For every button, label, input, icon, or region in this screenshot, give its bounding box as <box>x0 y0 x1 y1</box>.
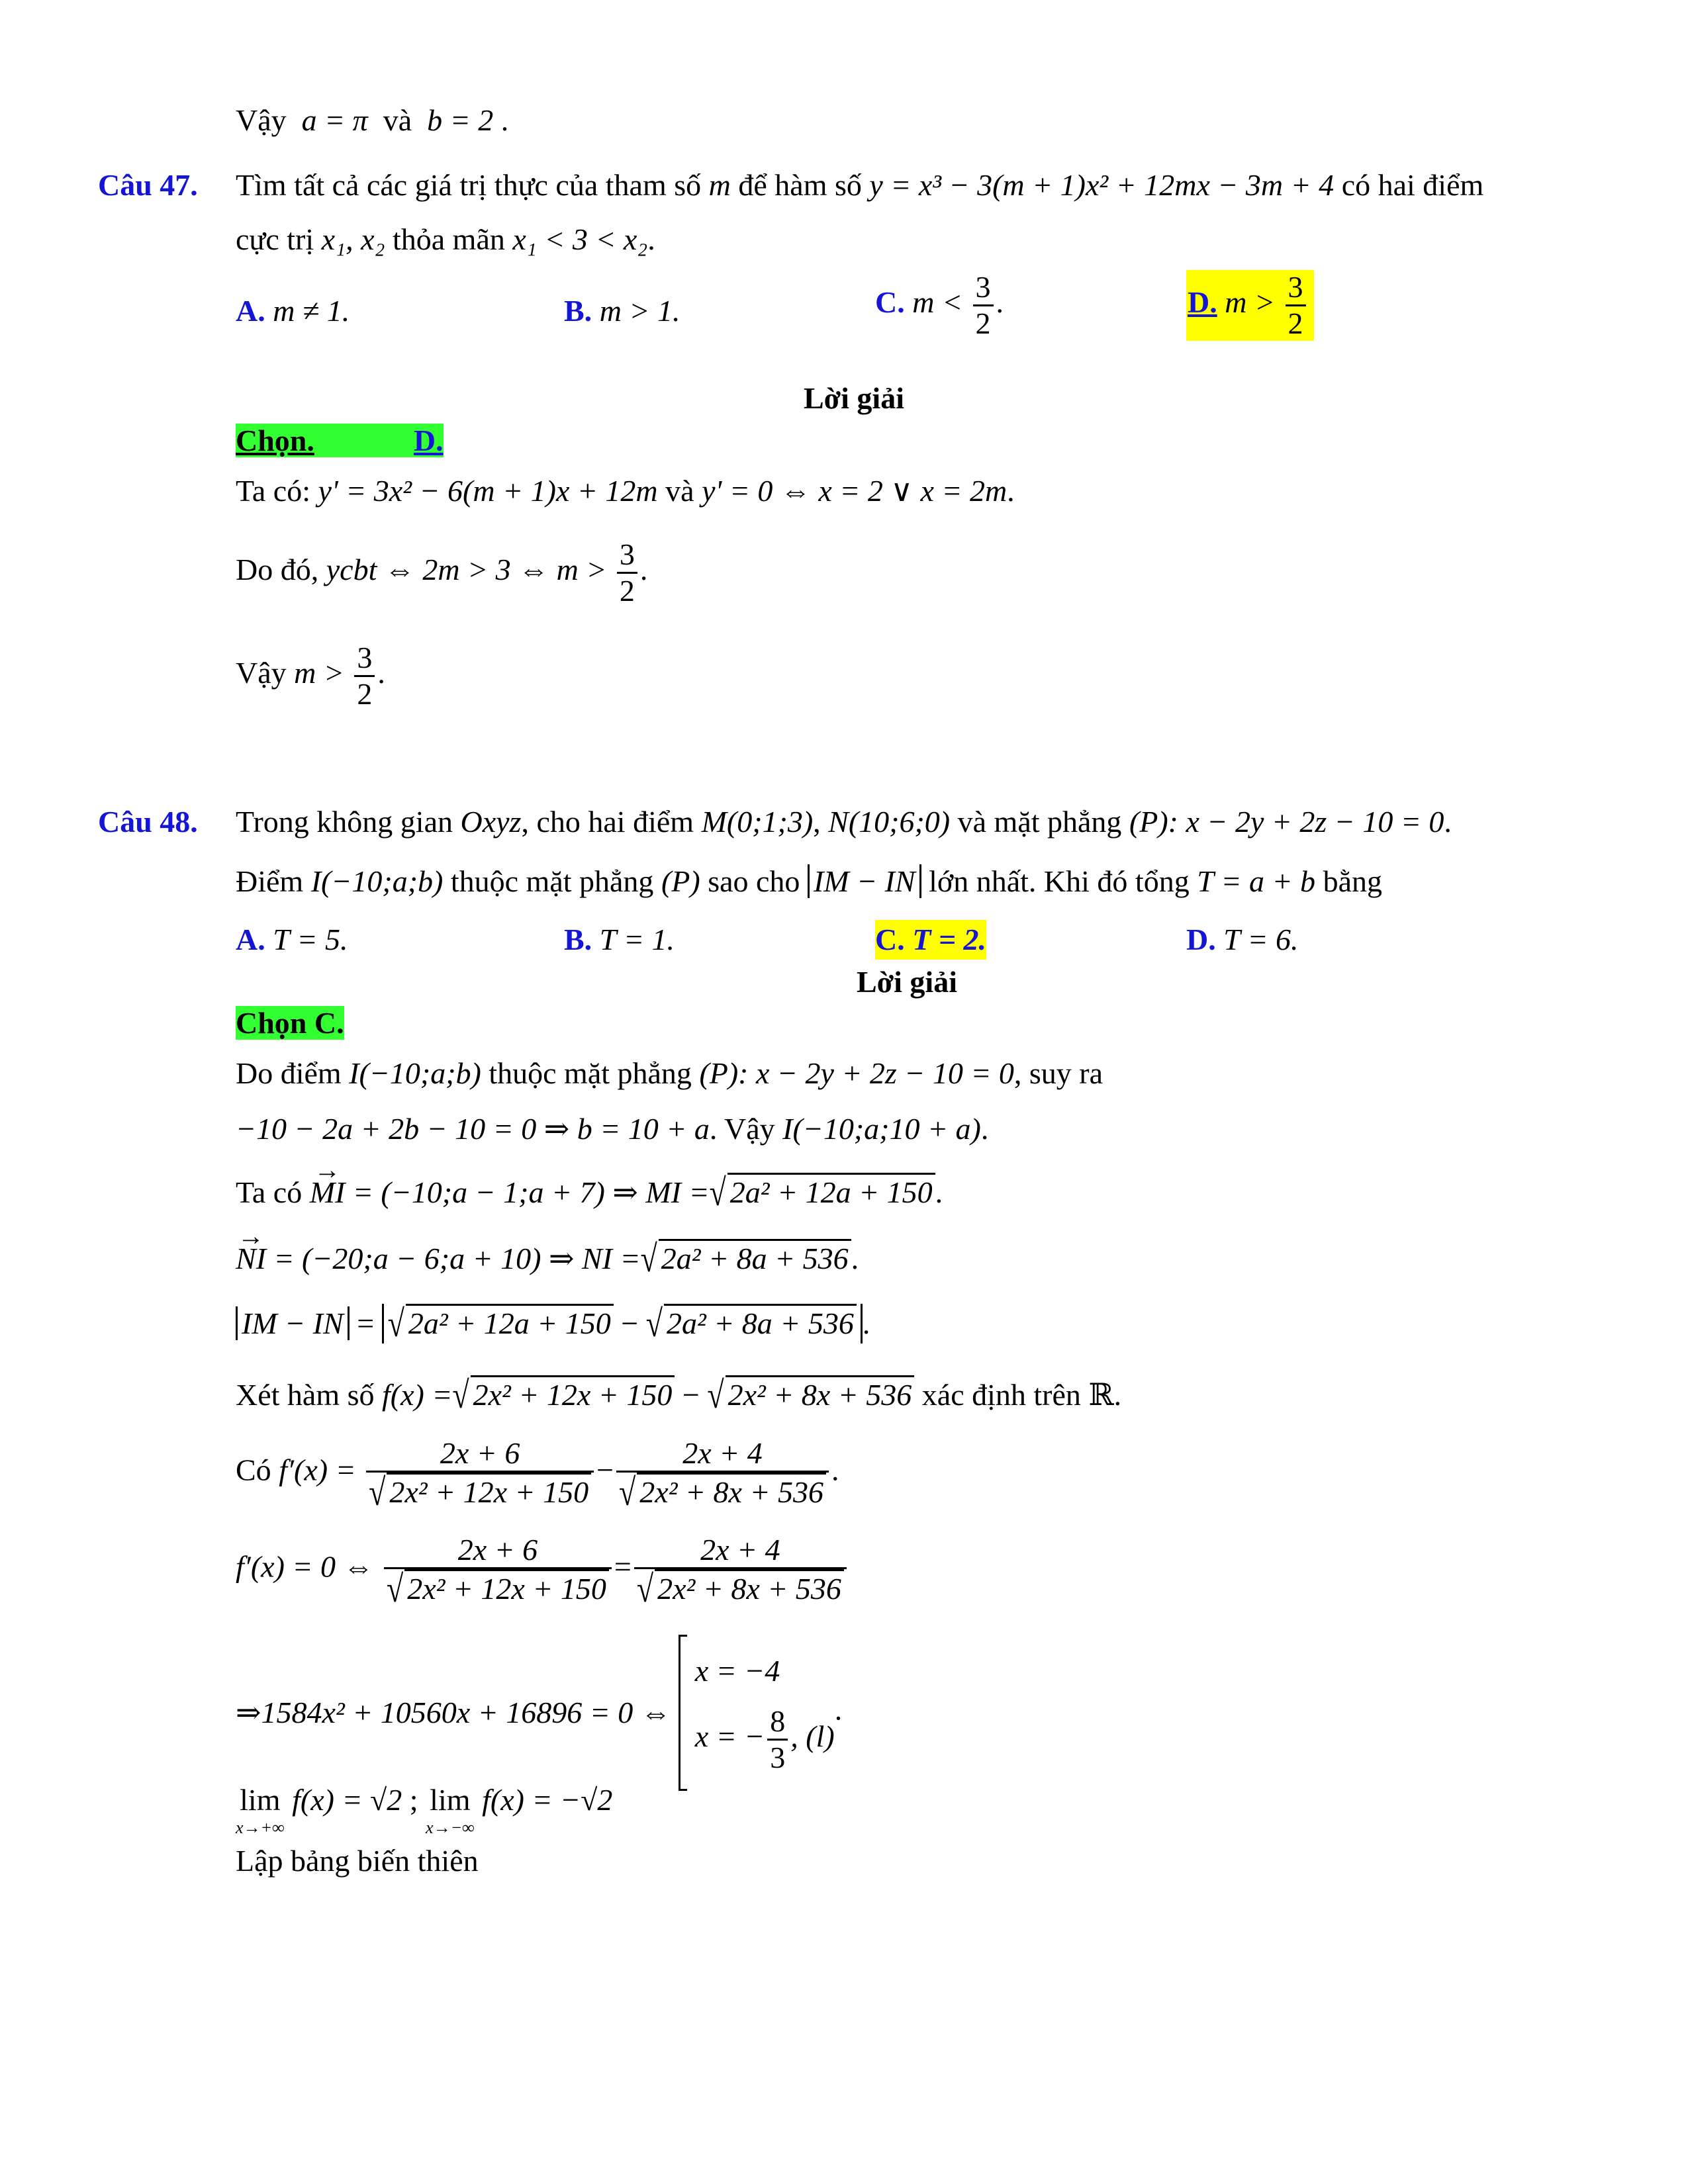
q47-option-d-correct[interactable] <box>1186 270 1314 341</box>
sqrt-sign: √ <box>452 1373 469 1416</box>
sqrt-content: 2x² + 12x + 150 <box>387 1473 591 1510</box>
denominator: 2 <box>357 677 373 711</box>
text: Vậy <box>236 103 287 137</box>
math: b = 2 <box>427 103 494 137</box>
math: f(x) = <box>382 1378 453 1412</box>
text: , suy ra <box>1013 1056 1103 1090</box>
math: f(x) = −√2 <box>482 1783 613 1817</box>
q48-solution-line1 <box>236 1054 1103 1093</box>
choice-label: Chọn C. <box>236 1006 344 1040</box>
math-abs: IM − IN <box>808 864 921 898</box>
vector-ni: → NI <box>236 1239 266 1279</box>
text: và <box>383 103 412 137</box>
text: có hai điểm <box>1341 168 1484 202</box>
choice-key: D. <box>413 424 444 457</box>
text: . Vậy <box>709 1112 775 1146</box>
math: = (−20;a − 6;a + 10) ⇒ NI = <box>273 1242 641 1275</box>
q47-solution-line2: Do đó, ycbt ⇔ 2m > 3 ⇔ m > $\frac{3}{2}$ . <box>236 537 648 608</box>
denominator: 2 <box>619 574 635 608</box>
numerator: 2x + 6 <box>384 1533 612 1569</box>
lim-text: lim <box>240 1783 281 1817</box>
q48-solution-line2: −10 − 2a + 2b − 10 = 0 ⇒ b = 10 + a. Vậy I(−10;a;10 + a). <box>236 1112 989 1146</box>
option-key: B. <box>564 294 592 328</box>
math: , (l) <box>790 1719 835 1753</box>
option-text: m ≠ 1. <box>273 294 350 328</box>
text: . <box>996 285 1004 320</box>
option-text: m < <box>912 285 962 320</box>
text: thỏa mãn <box>392 222 505 256</box>
option-text: m > 1. <box>599 294 680 328</box>
option-key: C. <box>875 923 905 956</box>
case-2 <box>695 1704 835 1775</box>
math: I(−10;a;10 + a) <box>782 1112 981 1146</box>
numerator: 2x + 4 <box>634 1533 847 1569</box>
option-key: D. <box>1186 923 1216 956</box>
text: Xét hàm số <box>236 1378 375 1412</box>
vector-mi: → MI <box>310 1173 346 1212</box>
option-key: C. <box>875 285 905 320</box>
math: f′(x) = <box>279 1453 356 1487</box>
fraction <box>366 1436 594 1514</box>
sqrt-sign: √ <box>645 1302 663 1345</box>
numerator: 3 <box>1286 270 1306 306</box>
denominator: 2 <box>1288 306 1303 340</box>
math: x₁ < 3 < x₂ <box>512 222 648 256</box>
math: ycbt ⇔ 2m > 3 ⇔ m > <box>326 553 607 587</box>
math: a = π <box>301 103 368 137</box>
q48-solution-line4: → NI = (−20;a − 6;a + 10) ⇒ NI =√ 2a² + 8a + 536. <box>236 1239 859 1279</box>
text: sao cho <box>708 864 800 898</box>
choice-label: Chọn. <box>236 424 414 457</box>
fraction <box>1286 270 1306 341</box>
question-47-label: Câu 47. <box>98 168 198 202</box>
math-abs: IM − IN <box>236 1306 350 1340</box>
q48-solution-line6: Xét hàm số f(x) =√ 2x² + 12x + 150 − √ 2x² + 8x + 536 xác định trên ℝ. <box>236 1375 1121 1415</box>
q48-solution-line11: Lập bảng biến thiên <box>236 1844 479 1878</box>
sqrt-content: 2x² + 12x + 150 <box>471 1375 675 1413</box>
lim-sub: x→−∞ <box>426 1818 475 1837</box>
text: thuộc mặt phẳng <box>489 1056 692 1090</box>
text: Tìm tất cả các giá trị thực của tham số <box>236 168 702 202</box>
q48-option-d[interactable] <box>1186 920 1299 960</box>
sqrt-content: 2x² + 12x + 150 <box>404 1569 609 1607</box>
question-48-stem-line1: Trong không gian Oxyz, cho hai điểm M(0;1;3), N(10;6;0) và mặt phẳng (P): x − 2y + 2z − 10 = 0. <box>236 805 1452 839</box>
fraction <box>384 1533 612 1610</box>
text: để hàm số <box>738 168 862 202</box>
sqrt-sign: √ <box>640 1237 657 1280</box>
math: T = a + b <box>1197 864 1316 898</box>
math-reals: ℝ <box>1088 1378 1114 1412</box>
text: bằng <box>1323 864 1382 898</box>
math-abs-group: √ 2a² + 12a + 150 − √ 2a² + 8a + 536 <box>382 1304 863 1343</box>
q48-option-b[interactable] <box>564 920 675 960</box>
fraction <box>973 270 994 341</box>
denominator: √ 2x² + 12x + 150 <box>366 1473 594 1510</box>
math: ⇒1584x² + 10560x + 16896 = 0 ⇔ <box>236 1696 671 1729</box>
sqrt-sign: √ <box>707 1373 724 1416</box>
q48-answer-choice <box>236 1003 344 1043</box>
math: m > <box>294 656 344 690</box>
case-list <box>695 1651 835 1775</box>
case-1: x = −4 <box>694 1653 780 1688</box>
option-key: B. <box>564 923 592 956</box>
math: Oxyz <box>460 805 522 839</box>
math: (P): x − 2y + 2z − 10 = 0 <box>699 1056 1014 1090</box>
q48-option-a[interactable] <box>236 920 348 960</box>
math: −10 − 2a + 2b − 10 = 0 ⇒ b = 10 + a <box>236 1112 710 1146</box>
option-key: A. <box>236 294 265 328</box>
option-key: D. <box>1188 285 1217 320</box>
conclusion-line <box>236 101 508 140</box>
sqrt-sign: √ <box>387 1302 404 1345</box>
math: m <box>708 168 731 202</box>
math: f′(x) = 0 ⇔ <box>236 1549 374 1584</box>
question-48-label: Câu 48. <box>98 805 198 839</box>
sqrt-content: 2x² + 8x + 536 <box>655 1569 844 1607</box>
case-bracket <box>679 1635 687 1791</box>
fraction <box>354 641 375 711</box>
question-47-stem-line1 <box>236 165 1483 205</box>
text: Điểm <box>236 864 304 898</box>
lim-text: lim <box>430 1783 471 1817</box>
option-text: T = 1. <box>599 923 675 956</box>
text: . <box>500 103 509 137</box>
sqrt-content: 2a² + 8a + 536 <box>659 1239 851 1277</box>
sqrt-content: 2a² + 8a + 536 <box>664 1304 857 1342</box>
math-function: y = x³ − 3(m + 1)x² + 12mx − 3m + 4 <box>869 168 1335 202</box>
question-47-stem-line2: cực trị x₁, x₂ thỏa mãn x₁ < 3 < x₂. <box>236 222 655 256</box>
fraction <box>617 537 637 608</box>
text: lớn nhất. Khi đó tổng <box>929 864 1190 898</box>
math: I(−10;a;b) <box>349 1056 481 1090</box>
option-text: T = 5. <box>273 923 348 956</box>
math: f(x) = √2 <box>292 1783 402 1817</box>
numerator: 3 <box>354 641 375 677</box>
question-48-stem-line2 <box>236 862 1382 901</box>
text: và <box>665 474 694 508</box>
math: (P) <box>661 864 700 898</box>
text: và mặt phẳng <box>957 805 1122 839</box>
q48-solution-line9: ⇒1584x² + 10560x + 16896 = 0 ⇔ x = −4 x = − $\frac{8}{3}$ , (l) . <box>236 1635 842 1791</box>
numerator: 2x + 6 <box>366 1436 594 1473</box>
math-point-i: I(−10;a;b) <box>310 864 444 898</box>
text: Có <box>236 1453 271 1487</box>
q48-solution-line7: Có f′(x) = $\frac{2x + 6}{\text{√ 2x² + 12x + 150}}$ − $\frac{2x + 4}{\text{√ 2x² + 8x + 536}}$ . <box>236 1436 839 1514</box>
text: xác định trên <box>921 1378 1081 1412</box>
fraction <box>767 1704 788 1775</box>
option-text: m > <box>1225 285 1275 320</box>
q48-solution-line5: IM − IN = √ 2a² + 12a + 150 − √ 2a² + 8a + 536 . <box>236 1304 870 1343</box>
sqrt-content: 2x² + 8x + 536 <box>726 1375 915 1413</box>
option-text: T = 2. <box>912 923 987 956</box>
fraction <box>634 1533 847 1610</box>
sqrt-content: 2x² + 8x + 536 <box>637 1473 826 1510</box>
math-point-m: M(0;1;3) <box>701 805 814 839</box>
sqrt-content: 2a² + 12a + 150 <box>406 1304 614 1342</box>
limit <box>236 1780 285 1836</box>
denominator: 2 <box>975 306 991 340</box>
text: Vậy <box>236 656 287 690</box>
q47-solution-title: Lời giải <box>804 381 904 415</box>
sqrt-sign: √ <box>709 1171 726 1214</box>
numerator: 3 <box>973 270 994 306</box>
text: cực trị <box>236 222 314 256</box>
math: x₁, x₂ <box>321 222 385 256</box>
numerator: 2x + 4 <box>616 1436 829 1473</box>
math: y' = 0 ⇔ x = 2 ∨ x = 2m <box>702 474 1008 508</box>
q47-option-b[interactable] <box>564 291 680 331</box>
numerator: 3 <box>617 537 637 574</box>
q48-solution-line3: Ta có → MI = (−10;a − 1;a + 7) ⇒ MI =√ 2a² + 12a + 150. <box>236 1173 943 1212</box>
q48-solution-line8: f′(x) = 0 ⇔ $\frac{2x + 6}{\text{√ 2x² + 12x + 150}}$ = $\frac{2x + 4}{\text{√ 2x² + 8x + 536}}$ <box>236 1533 849 1607</box>
text: Do điểm <box>236 1056 342 1090</box>
text: , cho hai điểm <box>521 805 694 839</box>
text: Do đó, <box>236 553 319 587</box>
math: = (−10;a − 1;a + 7) ⇒ MI = <box>352 1175 710 1209</box>
text: Trong không gian <box>236 805 453 839</box>
numerator: 8 <box>767 1704 788 1741</box>
denominator: √ 2x² + 8x + 536 <box>634 1569 847 1607</box>
denominator: √ 2x² + 12x + 150 <box>384 1569 612 1607</box>
option-text: T = 6. <box>1223 923 1299 956</box>
text: ; <box>409 1783 418 1817</box>
lim-sub: x→+∞ <box>236 1818 285 1837</box>
q47-option-c[interactable] <box>875 270 1004 341</box>
q47-option-a[interactable] <box>236 291 350 331</box>
limit <box>426 1780 475 1836</box>
q47-answer-choice <box>236 421 444 461</box>
math-point-n: N(10;6;0) <box>828 805 951 839</box>
text: Ta có <box>236 1175 303 1209</box>
q47-solution-line3: Vậy m > $\frac{3}{2}$ . <box>236 641 385 711</box>
math-plane: (P): x − 2y + 2z − 10 = 0 <box>1129 805 1444 839</box>
math: y' = 3x² − 6(m + 1)x + 12m <box>318 474 658 508</box>
denominator: √ 2x² + 8x + 536 <box>616 1473 829 1510</box>
q48-option-c-correct[interactable] <box>875 920 986 960</box>
fraction <box>616 1436 829 1514</box>
text: Ta có: <box>236 474 311 508</box>
text: thuộc mặt phẳng <box>450 864 654 898</box>
q48-solution-line10 <box>236 1780 612 1836</box>
denominator: 3 <box>770 1740 786 1774</box>
option-key: A. <box>236 923 265 956</box>
math: x = − <box>694 1719 765 1753</box>
q48-solution-title: Lời giải <box>857 965 957 999</box>
sqrt-content: 2a² + 12a + 150 <box>727 1173 935 1210</box>
q47-solution-line1: Ta có: y' = 3x² − 6(m + 1)x + 12m và y' = 0 ⇔ x = 2 ∨ x = 2m. <box>236 474 1015 508</box>
